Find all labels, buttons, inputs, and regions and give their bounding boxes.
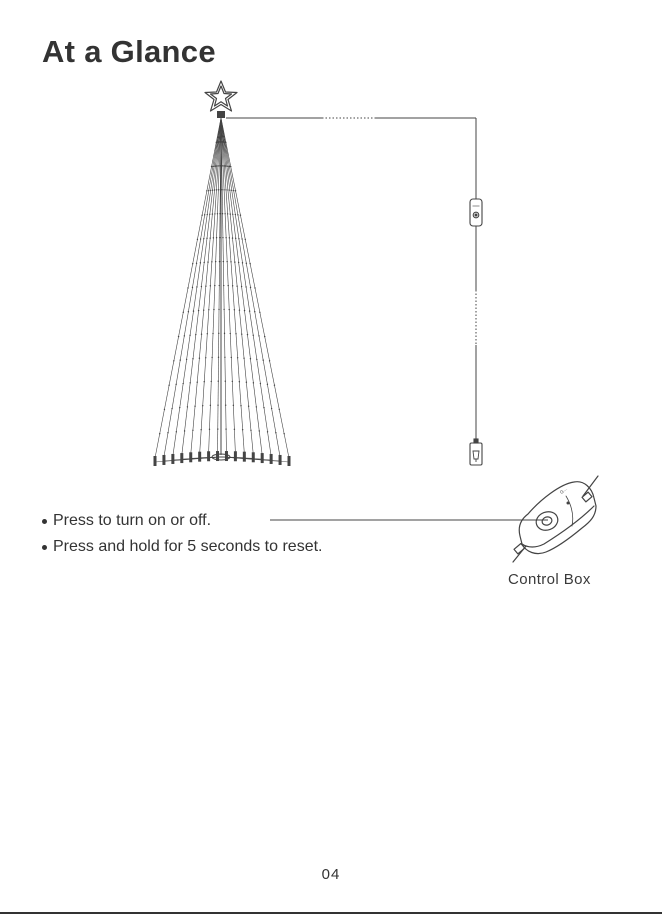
instruction-text: Press and hold for 5 seconds to reset. (53, 538, 323, 555)
power-cable (226, 118, 476, 440)
instruction-list (42, 508, 322, 560)
inline-controller-icon (470, 199, 482, 226)
star-topper-icon (205, 81, 237, 118)
page-number: 04 (321, 866, 341, 883)
bullet-dot-icon (42, 545, 47, 550)
bullet-dot-icon (42, 519, 47, 524)
instruction-item (42, 534, 322, 560)
svg-text:G···: G··· (559, 486, 569, 495)
page-title: At a Glance (42, 34, 216, 69)
cone-light-tree-icon (154, 118, 291, 466)
instruction-text: Press to turn on or off. (53, 512, 212, 529)
control-box-icon (513, 476, 598, 562)
instruction-item (42, 508, 322, 534)
control-box-label: Control Box (508, 571, 591, 588)
power-adapter-icon (470, 439, 482, 465)
